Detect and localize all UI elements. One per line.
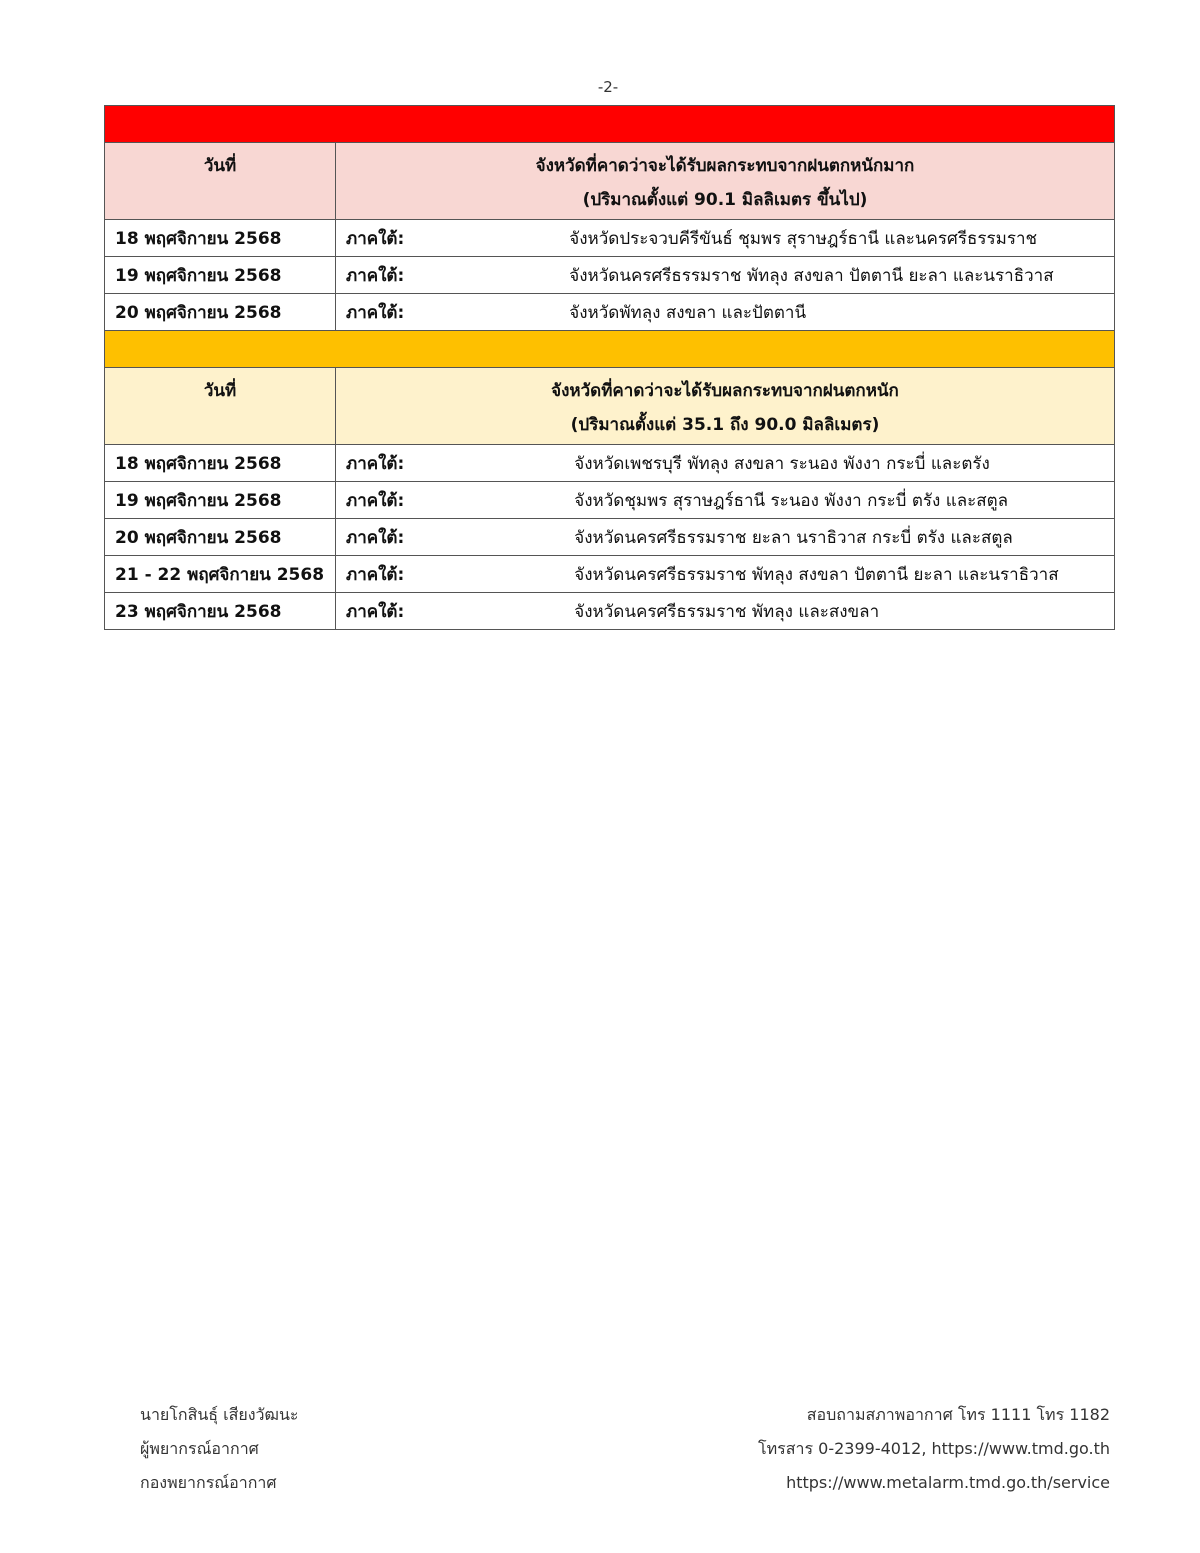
provinces-text: จังหวัดเพชรบุรี พัทลุง สงขลา ระนอง พังงา กระบี่ และตรัง [574, 453, 990, 474]
heavy-rain-table [104, 330, 1115, 630]
column-header-provinces [336, 368, 1115, 445]
provinces-cell [336, 220, 1115, 257]
table-row [105, 445, 1115, 482]
provinces-text: จังหวัดพัทลุง สงขลา และปัตตานี [569, 302, 807, 323]
provinces-cell [336, 482, 1115, 519]
orange-warning-bar [105, 331, 1115, 368]
table-header [105, 143, 1115, 220]
provinces-cell [336, 556, 1115, 593]
provinces-text: จังหวัดประจวบคีรีขันธ์ ชุมพร สุราษฎร์ธานี และนครศรีธรรมราช [569, 228, 1038, 249]
provinces-text: จังหวัดชุมพร สุราษฎร์ธานี ระนอง พังงา กระบี่ ตรัง และสตูล [574, 490, 1009, 511]
provinces-cell [336, 257, 1115, 294]
forecaster-title: ผู้พยากรณ์อากาศ [140, 1439, 259, 1458]
region-label: ภาคใต้: [346, 265, 405, 286]
date-cell: 18 พฤศจิกายน 2568 [105, 220, 336, 257]
table-row [105, 519, 1115, 556]
contact-fax-website: โทรสาร 0-2399-4012, https://www.tmd.go.th [758, 1439, 1110, 1458]
column-header-provinces [336, 143, 1115, 220]
date-cell: 20 พฤศจิกายน 2568 [105, 294, 336, 331]
table-header [105, 368, 1115, 445]
table-row [105, 257, 1115, 294]
contact-service-url: https://www.metalarm.tmd.go.th/service [786, 1473, 1110, 1492]
very-heavy-rain-table [104, 105, 1115, 331]
table-row [105, 482, 1115, 519]
region-label: ภาคใต้: [346, 302, 405, 323]
date-cell: 21 - 22 พฤศจิกายน 2568 [105, 556, 336, 593]
table-title: จังหวัดที่คาดว่าจะได้รับผลกระทบจากฝนตกหนักมาก [535, 156, 915, 176]
table-row [105, 220, 1115, 257]
region-label: ภาคใต้: [346, 601, 405, 622]
forecaster-division: กองพยากรณ์อากาศ [140, 1473, 277, 1492]
region-label: ภาคใต้: [346, 228, 405, 249]
region-label: ภาคใต้: [346, 490, 405, 511]
date-cell: 18 พฤศจิกายน 2568 [105, 445, 336, 482]
region-label: ภาคใต้: [346, 564, 405, 585]
table-subtitle: (ปริมาณตั้งแต่ 35.1 ถึง 90.0 มิลลิเมตร) [570, 415, 880, 435]
table-subtitle: (ปริมาณตั้งแต่ 90.1 มิลลิเมตร ขึ้นไป) [582, 190, 868, 210]
table-title: จังหวัดที่คาดว่าจะได้รับผลกระทบจากฝนตกหนัก [551, 381, 899, 401]
provinces-cell [336, 593, 1115, 630]
provinces-text: จังหวัดนครศรีธรรมราช พัทลุง สงขลา ปัตตานี ยะลา และนราธิวาส [569, 265, 1054, 286]
footer-contact [758, 1398, 1110, 1500]
region-label: ภาคใต้: [346, 527, 405, 548]
date-cell: 19 พฤศจิกายน 2568 [105, 257, 336, 294]
footer-signature [140, 1398, 299, 1500]
provinces-cell [336, 445, 1115, 482]
table-row [105, 556, 1115, 593]
region-label: ภาคใต้: [346, 453, 405, 474]
contact-phone: สอบถามสภาพอากาศ โทร 1111 โทร 1182 [806, 1405, 1110, 1424]
table-row [105, 294, 1115, 331]
date-cell: 23 พฤศจิกายน 2568 [105, 593, 336, 630]
table-row [105, 593, 1115, 630]
column-header-date: วันที่ [105, 368, 336, 445]
provinces-text: จังหวัดนครศรีธรรมราช พัทลุง สงขลา ปัตตานี ยะลา และนราธิวาส [574, 564, 1059, 585]
column-header-date: วันที่ [105, 143, 336, 220]
date-cell: 20 พฤศจิกายน 2568 [105, 519, 336, 556]
provinces-cell [336, 294, 1115, 331]
page-number: -2- [597, 78, 619, 96]
provinces-cell [336, 519, 1115, 556]
provinces-text: จังหวัดนครศรีธรรมราช ยะลา นราธิวาส กระบี่ ตรัง และสตูล [574, 527, 1013, 548]
red-warning-bar [105, 106, 1115, 143]
forecaster-name: นายโกสินธุ์ เสียงวัฒนะ [140, 1405, 299, 1424]
provinces-text: จังหวัดนครศรีธรรมราช พัทลุง และสงขลา [574, 601, 880, 622]
date-cell: 19 พฤศจิกายน 2568 [105, 482, 336, 519]
